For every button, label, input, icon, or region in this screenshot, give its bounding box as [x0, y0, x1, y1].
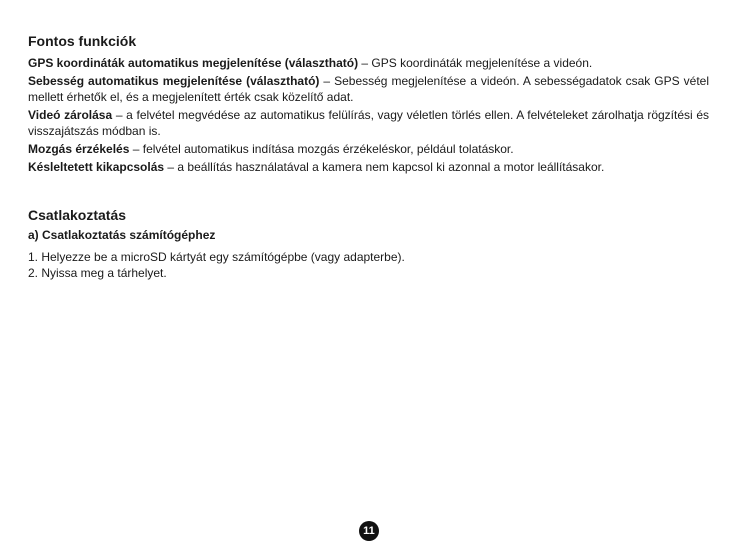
feature-description: – a beállítás használatával a kamera nem kapcsol ki azonnal a motor leállításakor.	[164, 160, 605, 174]
feature-gps	[28, 55, 709, 71]
feature-term: Mozgás érzékelés	[28, 142, 130, 156]
feature-speed	[28, 73, 709, 105]
feature-term: GPS koordináták automatikus megjelenítése (választható)	[28, 56, 359, 70]
feature-description: – Sebesség megjelenítése a videón. A sebességadatok csak GPS vétel mellett érhetők el, és a megjelenített érték csak közelítő adat.	[28, 74, 709, 104]
connection-heading: Csatlakoztatás	[28, 207, 127, 223]
list-item: 1. Helyezze be a microSD kártyát egy számítógépbe (vagy adapterbe).	[28, 250, 405, 264]
page-number-badge: 11	[359, 521, 379, 541]
feature-description: – a felvétel megvédése az automatikus felülírás, vagy véletlen törlés ellen. A felvételeket zárolhatja rögzítési és visszajátszás módban is.	[28, 108, 710, 138]
feature-term: Késleltetett kikapcsolás	[28, 160, 165, 174]
feature-delayed-shutdown	[28, 159, 709, 175]
feature-list	[28, 55, 709, 177]
feature-term: Videó zárolása	[28, 108, 113, 122]
list-item: 2. Nyissa meg a tárhelyet.	[28, 266, 167, 280]
connection-steps	[28, 249, 405, 281]
feature-video-lock	[28, 107, 709, 139]
feature-description: – GPS koordináták megjelenítése a videón.	[358, 56, 593, 70]
feature-description: – felvétel automatikus indítása mozgás érzékeléskor, például tolatáskor.	[129, 142, 514, 156]
connection-subheading: a) Csatlakoztatás számítógéphez	[28, 228, 216, 242]
important-functions-heading: Fontos funkciók	[28, 33, 137, 49]
feature-term: Sebesség automatikus megjelenítése (választható)	[28, 74, 320, 88]
feature-motion-detection	[28, 141, 709, 157]
